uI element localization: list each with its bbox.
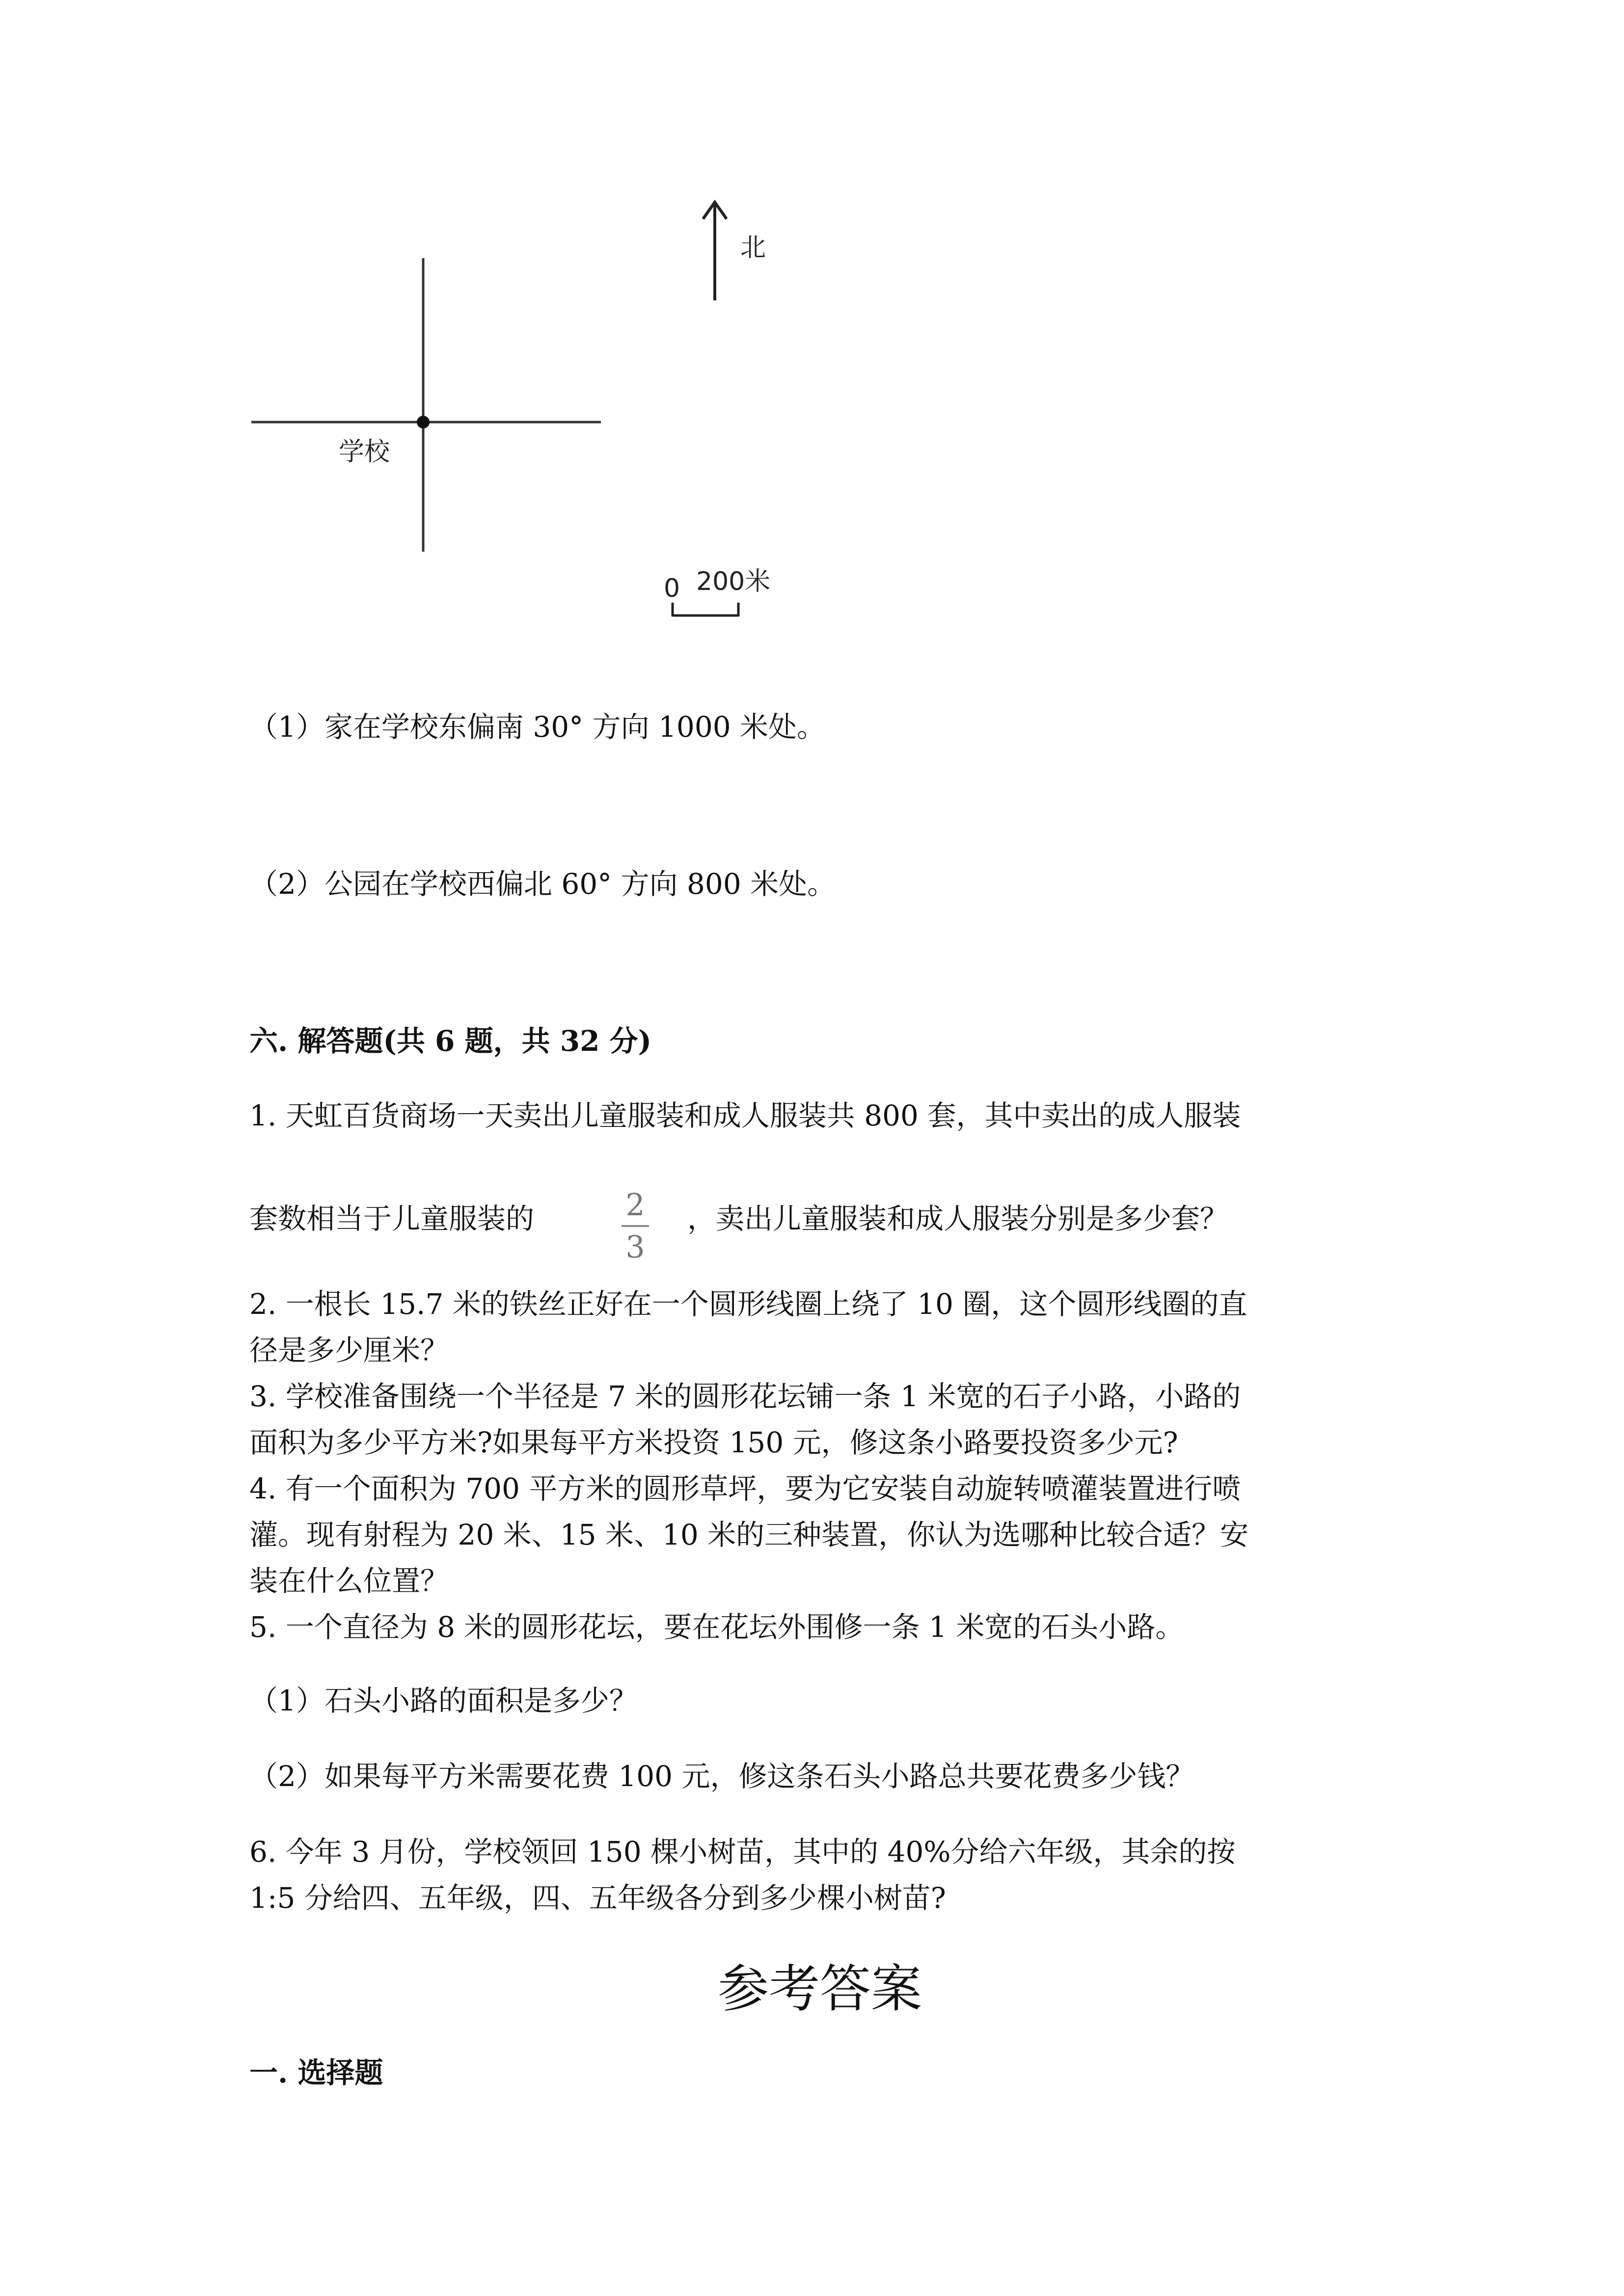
fraction-numerator: 2	[625, 1187, 645, 1223]
question-3-line-1: 3. 学校准备围绕一个半径是 7 米的圆形花坛铺一条 1 米宽的石子小路，小路的	[249, 1380, 1241, 1413]
question-1-line-2a: 套数相当于儿童服装的	[249, 1202, 535, 1235]
fraction-two-thirds	[622, 1187, 649, 1265]
north-arrow-icon	[703, 202, 727, 300]
question-4-line-3: 装在什么位置？	[249, 1564, 449, 1598]
school-point	[417, 416, 430, 428]
question-3-line-2: 面积为多少平方米?如果每平方米投资 150 元，修这条小路要投资多少元?	[249, 1426, 1178, 1459]
question-1-line-1: 1. 天虹百货商场一天卖出儿童服装和成人服装共 800 套，其中卖出的成人服装	[249, 1099, 1241, 1132]
scale-distance-label: 200米	[696, 567, 771, 596]
question-2-line-1: 2. 一根长 15.7 米的铁丝正好在一个圆形线圈上绕了 10 圈，这个圆形线圈的直	[249, 1287, 1247, 1321]
question-4-line-1: 4. 有一个面积为 700 平方米的圆形草坪，要为它安装自动旋转喷灌装置进行喷	[249, 1472, 1241, 1505]
school-label: 学校	[339, 437, 390, 467]
sub-question-2: （2）公园在学校西偏北 60° 方向 800 米处。	[249, 867, 836, 901]
question-5-sub-1: （1）石头小路的面积是多少？	[249, 1684, 638, 1717]
direction-diagram	[0, 0, 1624, 638]
fraction-bar	[622, 1225, 649, 1227]
question-5-sub-2: （2）如果每平方米需要花费 100 元，修这条石头小路总共要花费多少钱？	[249, 1760, 1194, 1793]
fraction-denominator: 3	[625, 1229, 645, 1265]
question-6-line-2: 1:5 分给四、五年级，四、五年级各分到多少棵小树苗?	[249, 1881, 946, 1915]
question-2-line-2: 径是多少厘米？	[249, 1334, 449, 1367]
question-5-line-1: 5. 一个直径为 8 米的圆形花坛，要在花坛外围修一条 1 米宽的石头小路。	[249, 1610, 1184, 1644]
question-4-line-2: 灌。现有射程为 20 米、15 米、10 米的三种装置，你认为选哪种比较合适？安	[249, 1518, 1249, 1551]
section-title: 六. 解答题(共 6 题，共 32 分)	[249, 1024, 652, 1058]
answers-title: 参考答案	[718, 1959, 922, 2019]
scale-zero-label: 0	[664, 574, 680, 603]
scale-bar	[673, 603, 738, 616]
question-1-line-2b: ，卖出儿童服装和成人服装分别是多少套？	[687, 1202, 1229, 1235]
question-6-line-1: 6. 今年 3 月份，学校领回 150 棵小树苗，其中的 40%分给六年级，其余的按	[249, 1835, 1236, 1869]
north-label: 北	[740, 233, 766, 263]
sub-question-1: （1）家在学校东偏南 30° 方向 1000 米处。	[249, 710, 826, 744]
answers-section-1-title: 一. 选择题	[249, 2056, 383, 2089]
